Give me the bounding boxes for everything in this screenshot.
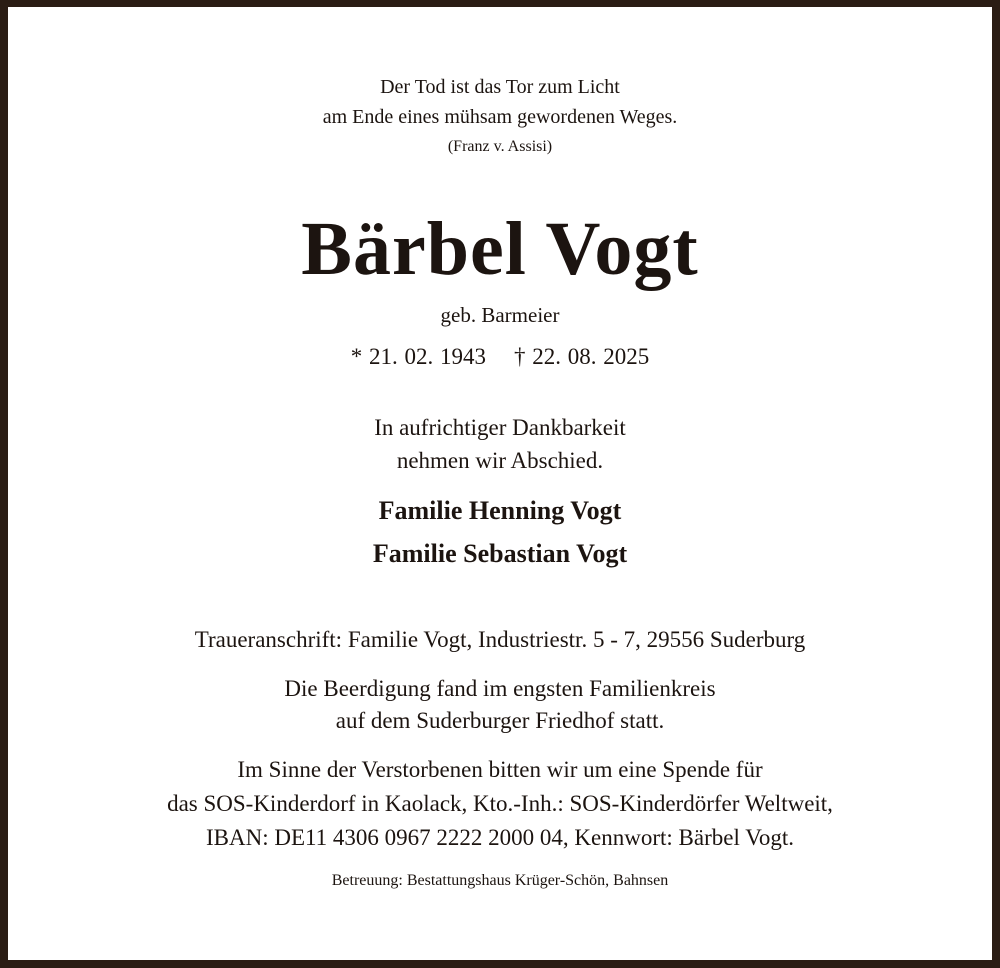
farewell-line-2: nehmen wir Abschied. [396, 448, 604, 473]
donation-line-2: das SOS-Kinderdorf in Kaolack, Kto.-Inh.: SOS-Kinderdörfer Weltweit, [167, 791, 833, 816]
life-dates [0, 344, 1000, 370]
farewell-line-1: In aufrichtiger Dankbarkeit [374, 415, 626, 440]
death-date: † 22. 08. 2025 [514, 344, 650, 369]
donation-line-1: Im Sinne der Verstorbenen bitten wir um eine Spende für [237, 757, 763, 782]
deceased-name: Bärbel Vogt [301, 207, 699, 291]
quote-source: (Franz v. Assisi) [447, 138, 553, 155]
family-name-2: Familie Sebastian Vogt [372, 539, 628, 568]
mourning-address: Traueranschrift: Familie Vogt, Industriestr. 5 - 7, 29556 Suderburg [194, 627, 806, 652]
birth-date: * 21. 02. 1943 [350, 344, 486, 369]
quote-line-1: Der Tod ist das Tor zum Licht [380, 76, 620, 98]
funeral-home-credit: Betreuung: Bestattungshaus Krüger-Schön, Bahnsen [331, 872, 669, 889]
funeral-line-2: auf dem Suderburger Friedhof statt. [335, 708, 665, 733]
donation-line-3: IBAN: DE11 4306 0967 2222 2000 04, Kennwort: Bärbel Vogt. [206, 825, 794, 850]
family-name-1: Familie Henning Vogt [378, 496, 622, 525]
quote-line-2: am Ende eines mühsam gewordenen Weges. [322, 106, 678, 128]
funeral-line-1: Die Beerdigung fand im engsten Familienkreis [284, 676, 716, 701]
birth-name: geb. Barmeier [440, 303, 560, 327]
